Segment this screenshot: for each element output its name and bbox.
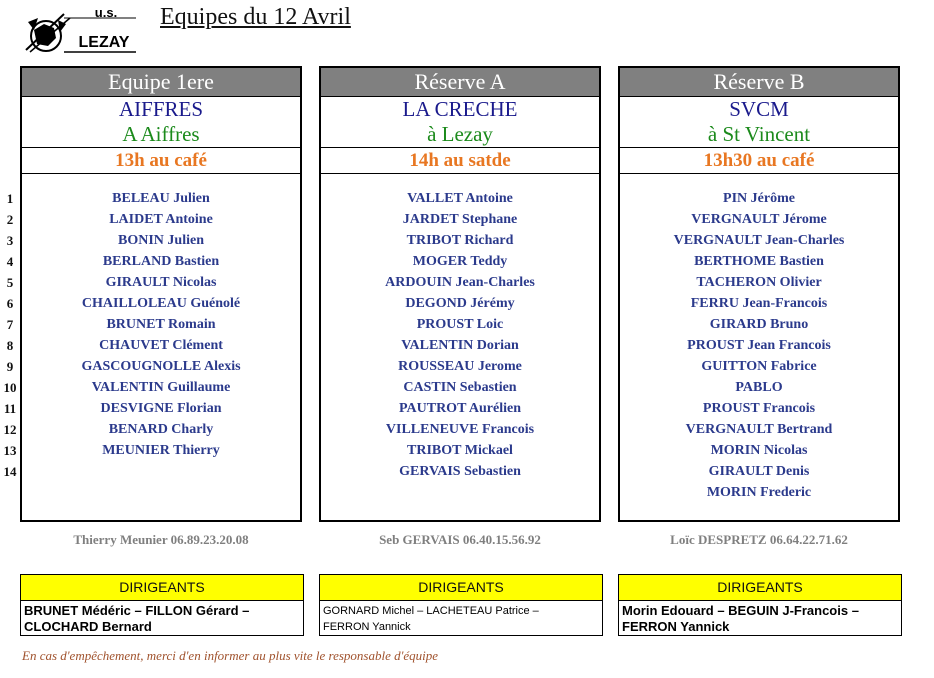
team-contact: Seb GERVAIS 06.40.15.56.92 [379,532,541,547]
player-name: DESVIGNE Florian [100,401,222,416]
player-name: MOGER Teddy [412,254,508,269]
dirigeants-line: FERRON Yannick [323,621,411,633]
dirigeants-line: BRUNET Médéric – FILLON Gérard – [24,603,250,618]
dirigeants-header: DIRIGEANTS [320,575,602,601]
row-number: 3 [6,233,14,248]
team-location: A Aiffres [22,122,300,148]
player-name: TACHERON Olivier [696,275,822,290]
team-location: à Lezay [321,122,599,148]
player-name: CHAILLOLEAU Guénolé [81,296,241,311]
team-meeting-time: 14h au satde [321,148,599,174]
dirigeants-line: FERRON Yannick [622,619,730,634]
row-number: 7 [6,317,14,332]
player-name: MORIN Nicolas [710,443,808,458]
row-numbers [0,188,20,482]
player-name: MEUNIER Thierry [102,443,220,458]
team-opponent: SVCM [729,97,789,121]
team-name: Réserve A [321,68,599,97]
player-name: GASCOUGNOLLE Alexis [81,359,241,374]
player-name: TRIBOT Mickael [407,443,513,458]
football-icon [26,14,70,52]
player-name: FERRU Jean-Francois [690,296,828,311]
dirigeants-line: CLOCHARD Bernard [24,619,152,634]
dirigeants-list [619,601,901,637]
row-number: 9 [6,359,14,374]
dirigeants-list [320,601,602,637]
page-title: Equipes du 12 Avril [160,4,351,30]
dirigeants-list [21,601,303,637]
team-card-reserve-b [618,66,900,522]
team-contact: Thierry Meunier 06.89.23.20.08 [73,532,249,547]
row-number: 6 [6,296,14,311]
player-name: GIRAULT Denis [708,464,810,479]
player-name: ARDOUIN Jean-Charles [385,275,535,290]
player-name: MORIN Frederic [706,485,812,500]
player-name: PIN Jérôme [723,191,795,206]
team-location: à St Vincent [620,122,898,148]
row-number: 5 [6,275,14,290]
player-name: PAUTROT Aurélien [399,401,521,416]
team-meeting-time: 13h30 au café [620,148,898,174]
player-name: PROUST Loic [416,317,504,332]
row-number: 14 [3,464,17,479]
player-name: PROUST Francois [702,401,816,416]
team-opponent: LA CRECHE [402,97,518,121]
player-name: DEGOND Jérémy [405,296,515,311]
player-name: CASTIN Sebastien [403,380,517,395]
dirigeants-line: GORNARD Michel – LACHETEAU Patrice – [323,605,539,617]
player-name: GERVAIS Sebastien [399,464,521,479]
row-number: 4 [6,254,14,269]
player-name: BENARD Charly [108,422,214,437]
player-name: VERGNAULT Jérome [691,212,827,227]
player-name: VERGNAULT Jean-Charles [673,233,845,248]
player-name: VALENTIN Dorian [401,338,519,353]
player-name: VERGNAULT Bertrand [685,422,833,437]
team-opponent: AIFFRES [118,97,204,121]
dirigeants-box [319,574,603,636]
team-meeting-time: 13h au café [22,148,300,174]
dirigeants-line: Morin Edouard – BEGUIN J-Francois – [622,603,859,618]
row-number: 10 [3,380,17,395]
player-name: VALLET Antoine [407,191,513,206]
row-number: 1 [6,191,14,206]
player-name: PROUST Jean Francois [687,338,831,353]
player-name: GUITTON Fabrice [701,359,817,374]
team-contact: Loïc DESPRETZ 06.64.22.71.62 [670,532,848,547]
logo-bottom-text: LEZAY [78,34,130,51]
player-name: PABLO [735,380,783,395]
team-card-equipe-1ere [20,66,302,522]
dirigeants-header: DIRIGEANTS [21,575,303,601]
player-name: TRIBOT Richard [406,233,514,248]
row-number: 12 [3,422,17,437]
player-name: BONIN Julien [118,233,204,248]
club-logo [24,4,142,56]
dirigeants-box [618,574,902,636]
player-name: GIRAULT Nicolas [105,275,217,290]
player-list [321,174,599,482]
player-name: GIRARD Bruno [709,317,809,332]
row-number: 2 [6,212,14,227]
team-card-reserve-a [319,66,601,522]
player-name: JARDET Stephane [402,212,518,227]
player-name: VALENTIN Guillaume [91,380,231,395]
player-name: LAIDET Antoine [109,212,213,227]
player-name: BRUNET Romain [106,317,216,332]
player-name: BERTHOME Bastien [694,254,824,269]
player-list [22,174,300,461]
row-number: 13 [3,443,17,458]
team-name: Equipe 1ere [22,68,300,97]
player-list [620,174,898,503]
row-number: 11 [3,401,17,416]
dirigeants-header: DIRIGEANTS [619,575,901,601]
row-number: 8 [6,338,14,353]
logo-top-text: u.s. [94,5,118,20]
player-name: CHAUVET Clément [99,338,223,353]
player-name: ROUSSEAU Jerome [398,359,522,374]
player-name: BELEAU Julien [112,191,210,206]
dirigeants-box [20,574,304,636]
footnote: En cas d'empêchement, merci d'en informer au plus vite le responsable d'équipe [22,648,439,663]
player-name: VILLENEUVE Francois [385,422,535,437]
player-name: BERLAND Bastien [102,254,220,269]
team-name: Réserve B [620,68,898,97]
